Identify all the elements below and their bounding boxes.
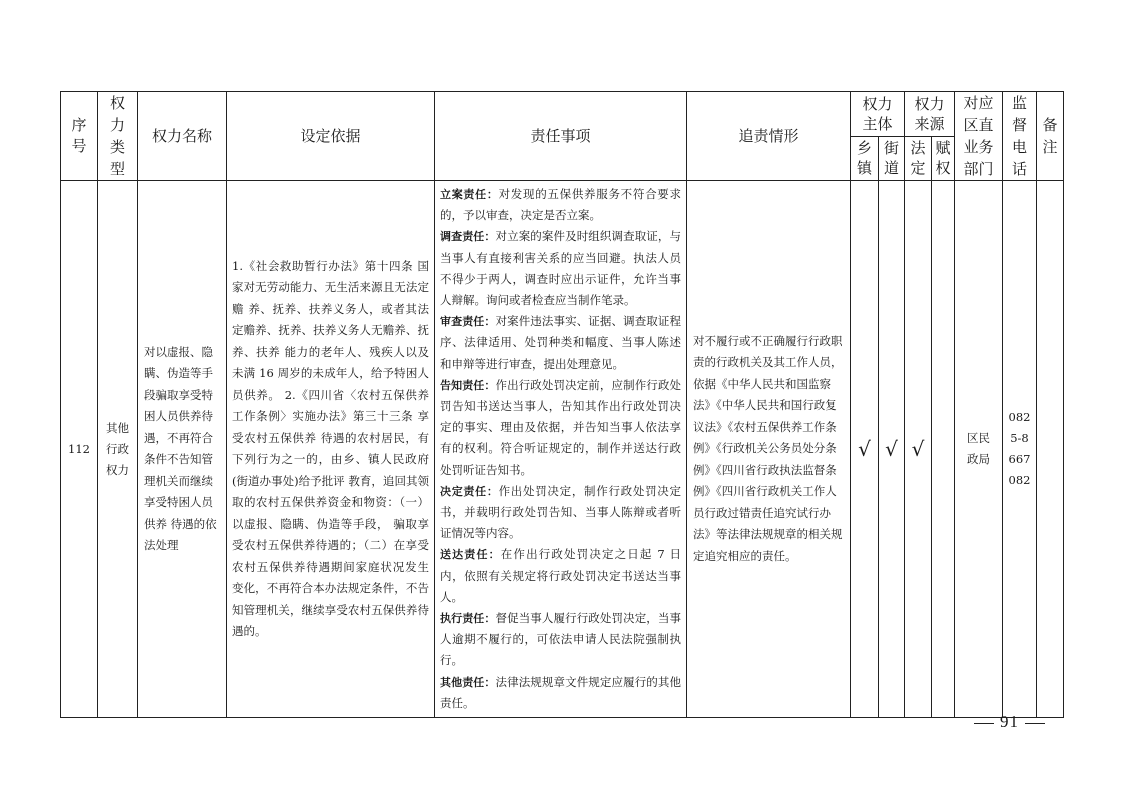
header-source-grant: 赋权 <box>932 136 955 181</box>
cell-town-check: √ <box>851 181 879 718</box>
duty-item: 其他责任：法律法规规章文件规定应履行的其他责任。 <box>440 674 681 710</box>
header-power-source: 权力来源 <box>905 92 955 137</box>
cell-grant-check <box>932 181 955 718</box>
header-power-subject: 权力主体 <box>851 92 905 137</box>
header-department: 对应区直业务部门 <box>955 92 1003 181</box>
table-row <box>61 181 1064 718</box>
cell-seq: 112 <box>61 181 98 718</box>
header-phone: 监督电话 <box>1003 92 1037 181</box>
header-accountability: 追责情形 <box>687 92 851 181</box>
page-number: 91 <box>968 712 1051 732</box>
header-source-legal: 法定 <box>905 136 932 181</box>
duty-item: 送达责任：在作出行政处罚决定之日起 7 日内，依照有关规定将行政处罚决定书送达当事人。 <box>440 547 681 604</box>
header-subject-street: 街道 <box>879 136 905 181</box>
power-list-table <box>60 91 1064 718</box>
header-remark: 备注 <box>1037 92 1064 181</box>
duty-item: 审查责任：对案件违法事实、证据、调查取证程序、法律适用、处罚种类和幅度、当事人陈述和申辩等进行审查，提出处理意见。 <box>440 314 681 371</box>
cell-phone: 0825-8667082 <box>1003 181 1037 718</box>
cell-legal-check: √ <box>905 181 932 718</box>
header-seq: 序号 <box>61 92 98 181</box>
header-duties: 责任事项 <box>435 92 687 181</box>
cell-duties <box>435 181 687 718</box>
cell-power-type: 其他行政权力 <box>98 181 138 718</box>
duty-item: 调查责任：对立案的案件及时组织调查取证，与当事人有直接利害关系的应当回避。执法人员不得少于两人，调查时应出示证件，允许当事人辩解。询问或者检查应当制作笔录。 <box>440 229 681 308</box>
header-power-name: 权力名称 <box>138 92 227 181</box>
duty-item: 告知责任：作出行政处罚决定前，应制作行政处罚告知书送达当事人，告知其作出行政处罚决定的事实、理由及依据，并告知当事人依法享有的权利。符合听证规定的，制作并送达行政处罚听证告知书。 <box>440 377 681 477</box>
cell-department: 区民政局 <box>955 181 1003 718</box>
duty-item: 决定责任：作出处罚决定，制作行政处罚决定书，并载明行政处罚告知、当事人陈辩或者听证情况等内容。 <box>440 483 682 541</box>
header-power-type: 权力类型 <box>98 92 138 181</box>
header-subject-town: 乡镇 <box>851 136 879 181</box>
cell-remark <box>1037 181 1064 718</box>
cell-street-check: √ <box>879 181 905 718</box>
table-header <box>61 92 1064 181</box>
duty-item: 立案责任：对发现的五保供养服务不符合要求的，予以审查，决定是否立案。 <box>440 187 682 223</box>
duty-item: 执行责任：督促当事人履行行政处罚决定，当事人逾期不履行的，可依法申请人民法院强制执行。 <box>440 611 681 668</box>
header-basis: 设定依据 <box>227 92 435 181</box>
cell-accountability: 对不履行或不正确履行行政职责的行政机关及其工作人员，依据《中华人民共和国监察法》《中华人民共和国行政复议法》《农村五保供养工作条例》《行政机关公务员处分条例》《四川省行政执法监督条例》《四川省行政机关工作人员行政过错责任追究试行办法》等法律法规规章的相关规定追究相应的责任。 <box>687 181 851 718</box>
cell-power-name: 对以虚报、隐瞒、伪造等手段骗取享受特困人员供养待遇，不再符合条件不告知管理机关而继续享受特困人员供养 待遇的依法处理 <box>138 181 227 718</box>
cell-basis: 1.《社会救助暂行办法》第十四条 国家对无劳动能力、无生活来源且无法定赡 养、抚养、扶养义务人，或者其法定赡养、抚养、扶养义务人无赡养、抚养、扶养 能力的老年人、残疾人以及未满 16 周岁的未成年人，给予特困人员供养。 2.《四川省〈农村五保供养工作条例〉实施办法》第三十三条 享受农村五保供养 待遇的农村居民，有下列行为之一的，由乡、镇人民政府(街道办事处)给予批评 教育，追回其领取的农村五保供养资金和物资：（一）以虚报、隐瞒、伪造等手段， 骗取享受农村五保供养待遇的；（二）在享受农村五保供养待遇期间家庭状况发生 变化，不再符合本办法规定条件，不告知管理机关，继续享受农村五保供养待遇的。 <box>227 181 435 718</box>
